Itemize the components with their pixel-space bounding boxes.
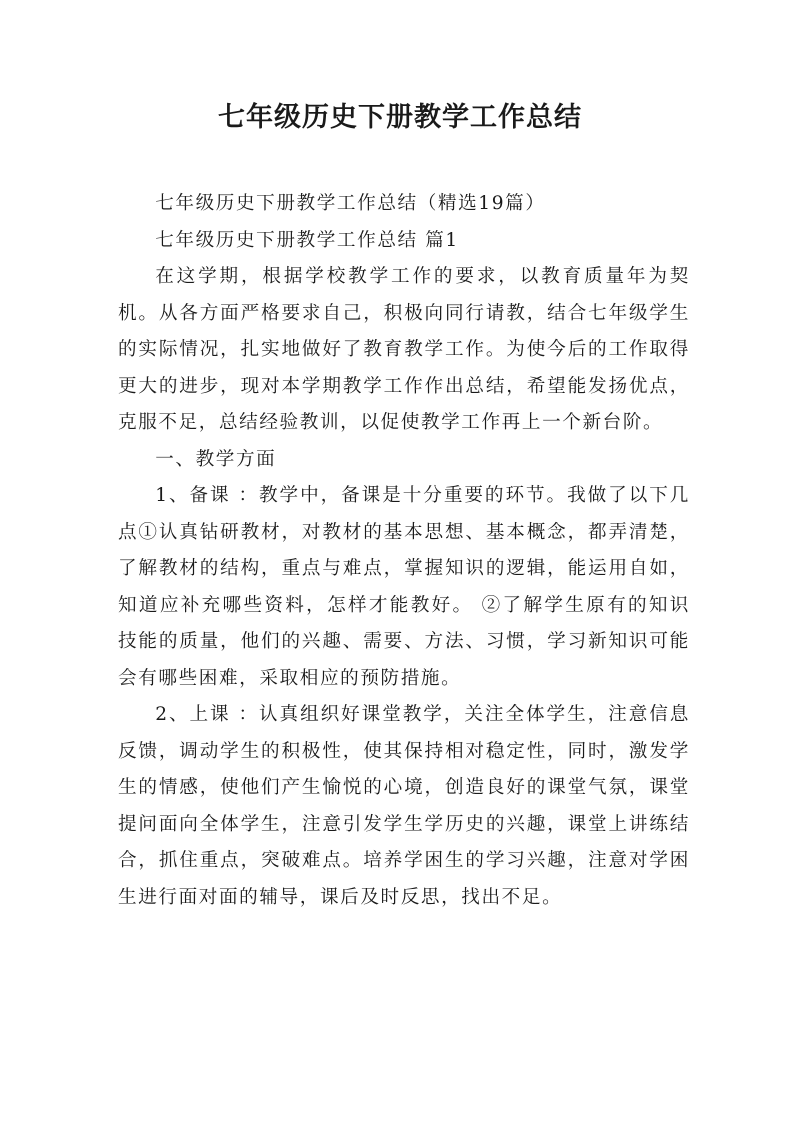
document-title: 七年级历史下册教学工作总结	[218, 102, 582, 133]
intro-paragraph: 在这学期，根据学校教学工作的要求，以教育质量年为契机。从各方面严格要求自己，积极向同行请教，结合七年级学生的实际情况，扎实地做好了教育教学工作。为使今后的工作取得更大的进步，现对本学期教学工作作出总结，希望能发扬优点，克服不足，总结经验教训，以促使教学工作再上一个新台阶。	[118, 266, 690, 433]
section-heading-teaching: 一、教学方面	[155, 448, 277, 470]
paragraph-lesson-preparation: 1、备课 ：教学中，备课是十分重要的环节。我做了以下几点①认真钻研教材，对教材的基本思想、基本概念，都弄清楚，了解教材的结构，重点与难点，掌握知识的逻辑，能运用自如，知道应补充哪些资料，怎样才能教好。 ②了解学生原有的知识技能的质量，他们的兴趣、需要、方法、习惯，学习新知识可能会有哪些困难，采取相应的预防措施。	[118, 485, 690, 689]
collection-heading: 七年级历史下册教学工作总结（精选19篇）	[155, 193, 546, 214]
paragraph-classroom-teaching: 2、上课 ：认真组织好课堂教学，关注全体学生，注意信息反馈，调动学生的积极性，使其保持相对稳定性，同时，激发学生的情感，使他们产生愉悦的心境，创造良好的课堂气氛，课堂提问面向全体学生，注意引发学生学历史的兴趣，课堂上讲练结合，抓住重点，突破难点。培养学困生的学习兴趣，注意对学困生进行面对面的辅导，课后及时反思，找出不足。	[118, 704, 690, 908]
document-body	[118, 186, 690, 916]
article-heading: 七年级历史下册教学工作总结 篇1	[155, 229, 459, 251]
